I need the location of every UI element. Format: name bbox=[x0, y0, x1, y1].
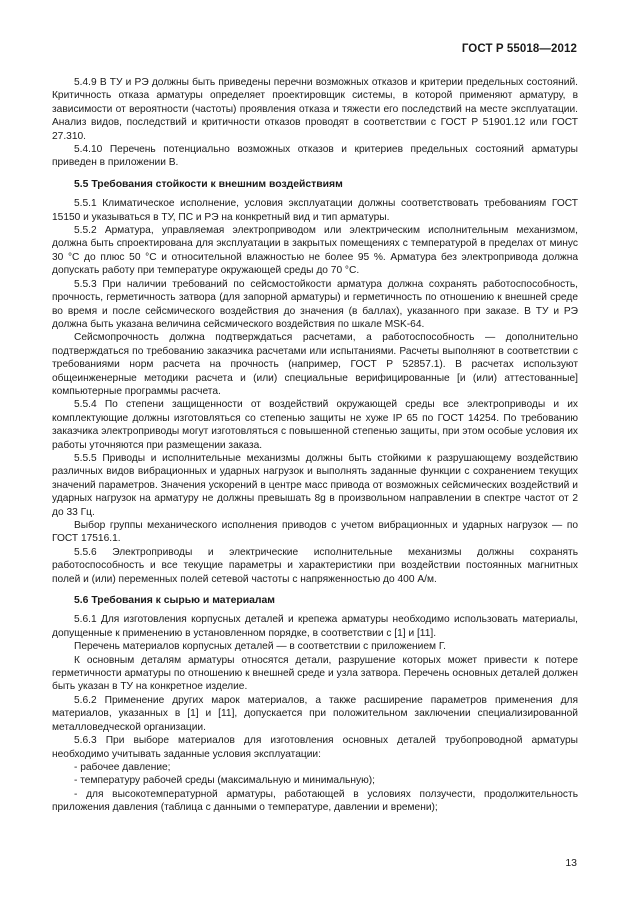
list-item-temperature: - температуру рабочей среды (максимальную и минимальную); bbox=[74, 775, 375, 787]
document-body bbox=[52, 76, 578, 815]
paragraph-5-6-1: 5.6.1 Для изготовления корпусных деталей и крепежа арматуры необходимо использовать материалы, допущенные к применению в установленном порядке, в соответствии с [1] и [11]. bbox=[52, 614, 578, 639]
paragraph-seismic-strength: Сейсмопрочность должна подтверждаться расчетами, а работоспособность — дополнительно подтверждаться по требованию заказчика расчетами или испытаниями. Расчеты выполняют в соответствии с требованиями норм расчета на прочность (например, ГОСТ Р 52857.1). В расчетах используют общеинженерные методики расчета и (или) специальные верифицированные [и (или) аттестованные] компьютерные программы расчета. bbox=[52, 332, 578, 397]
paragraph-5-6-2: 5.6.2 Применение других марок материалов, а также расширение параметров применения для материалов, указанных в [1] и [11], допускается при положительном заключении специализированной металловедческой организации. bbox=[52, 694, 578, 733]
paragraph-5-5-3: 5.5.3 При наличии требований по сейсмостойкости арматура должна сохранять работоспособность, прочность, герметичность затвора (для запорной арматуры) и герметичность по отношению к внешней среде во время и после сейсмического воздействия до значения (в баллах), указанного при заказе. В ТУ и РЭ должна быть указана величина сейсмического воздействия по шкале MSK-64. bbox=[52, 278, 578, 330]
paragraph-5-6-3: 5.6.3 При выборе материалов для изготовления основных деталей трубопроводной арматуры необходимо учитывать заданные условия эксплуатации: bbox=[52, 735, 578, 760]
paragraph-5-5-6: 5.5.6 Электроприводы и электрические исполнительные механизмы должны сохранять работоспособность и все текущие параметры и характеристики при воздействии постоянных магнитных полей и (или) переменных полей сетевой частоты с напряженностью до 400 А/м. bbox=[52, 546, 578, 585]
paragraph-5-5-4: 5.5.4 По степени защищенности от воздействий окружающей среды все электроприводы и их комплектующие должны изготовляться со степенью защиты не хуже IP 65 по ГОСТ 14254. По требованию заказчика электроприводы могут изготовляться с повышенной степенью защиты, при этом особые условия их работы уточняются при размещении заказа. bbox=[52, 399, 578, 451]
paragraph-5-5-1: 5.5.1 Климатическое исполнение, условия эксплуатации должны соответствовать требованиям ГОСТ 15150 и указываться в ТУ, ПС и РЭ на конкретный вид и тип арматуры. bbox=[52, 198, 578, 223]
list-item-pressure: - рабочее давление; bbox=[74, 761, 171, 773]
section-heading-5-6: 5.6 Требования к сырью и материалам bbox=[74, 595, 275, 607]
paragraph-5-4-9: 5.4.9 В ТУ и РЭ должны быть приведены перечни возможных отказов и критерии предельных состояний. Критичность отказа арматуры определяет проектировщик системы, в которой применяют арматуру, в зависимости от вероятности (частоты) проявления отказа и тяжести его последствий на месте эксплуатации. Анализ видов, последствий и критичности отказов проводят в соответствии с ГОСТ Р 51901.12 или ГОСТ 27.310. bbox=[52, 77, 578, 142]
page-number: 13 bbox=[565, 857, 577, 869]
paragraph-5-5-5: 5.5.5 Приводы и исполнительные механизмы должны быть стойкими к разрушающему воздействию различных видов вибрационных и ударных нагрузок и выполнять заданные функции с сохранением текущих значений параметров. Значения ускорений в центре масс привода от возможных сейсмических воздействий и ударных нагрузок на арматуру не должны превышать 8g в произвольном направлении в спектре частот от 2 до 33 Гц. bbox=[52, 452, 578, 518]
section-heading-5-5: 5.5 Требования стойкости к внешним воздействиям bbox=[74, 178, 343, 190]
list-item-creep: - для высокотемпературной арматуры, работающей в условиях ползучести, продолжительность приложения давления (таблица с данными о температуре, давлении и времени); bbox=[52, 788, 578, 814]
paragraph-materials-list: Перечень материалов корпусных деталей — в соответствии с приложением Г. bbox=[74, 641, 446, 653]
paragraph-main-parts: К основным деталям арматуры относятся детали, разрушение которых может привести к потере герметичности арматуры по отношению к внешней среде и узла затвора. Перечень основных деталей должен быть указан в ТУ на конкретное изделие. bbox=[52, 654, 578, 693]
paragraph-mechanical-group: Выбор группы механического исполнения приводов с учетом вибрационных и ударных нагрузок — по ГОСТ 17516.1. bbox=[52, 520, 578, 545]
standard-header: ГОСТ Р 55018—2012 bbox=[461, 43, 577, 55]
paragraph-5-5-2: 5.5.2 Арматура, управляемая электроприводом или электрическим исполнительным механизмом, должна быть спроектирована для эксплуатации в закрытых помещениях с температурой в пределах от минус 30 °С до плюс 50 °С и относительной влажностью не более 95 %. Арматура без электропривода должна допускать работу при температуре окружающей среды до 70 °С. bbox=[52, 225, 578, 277]
paragraph-5-4-10: 5.4.10 Перечень потенциально возможных отказов и критериев предельных состояний арматуры приведен в приложении В. bbox=[52, 144, 578, 169]
